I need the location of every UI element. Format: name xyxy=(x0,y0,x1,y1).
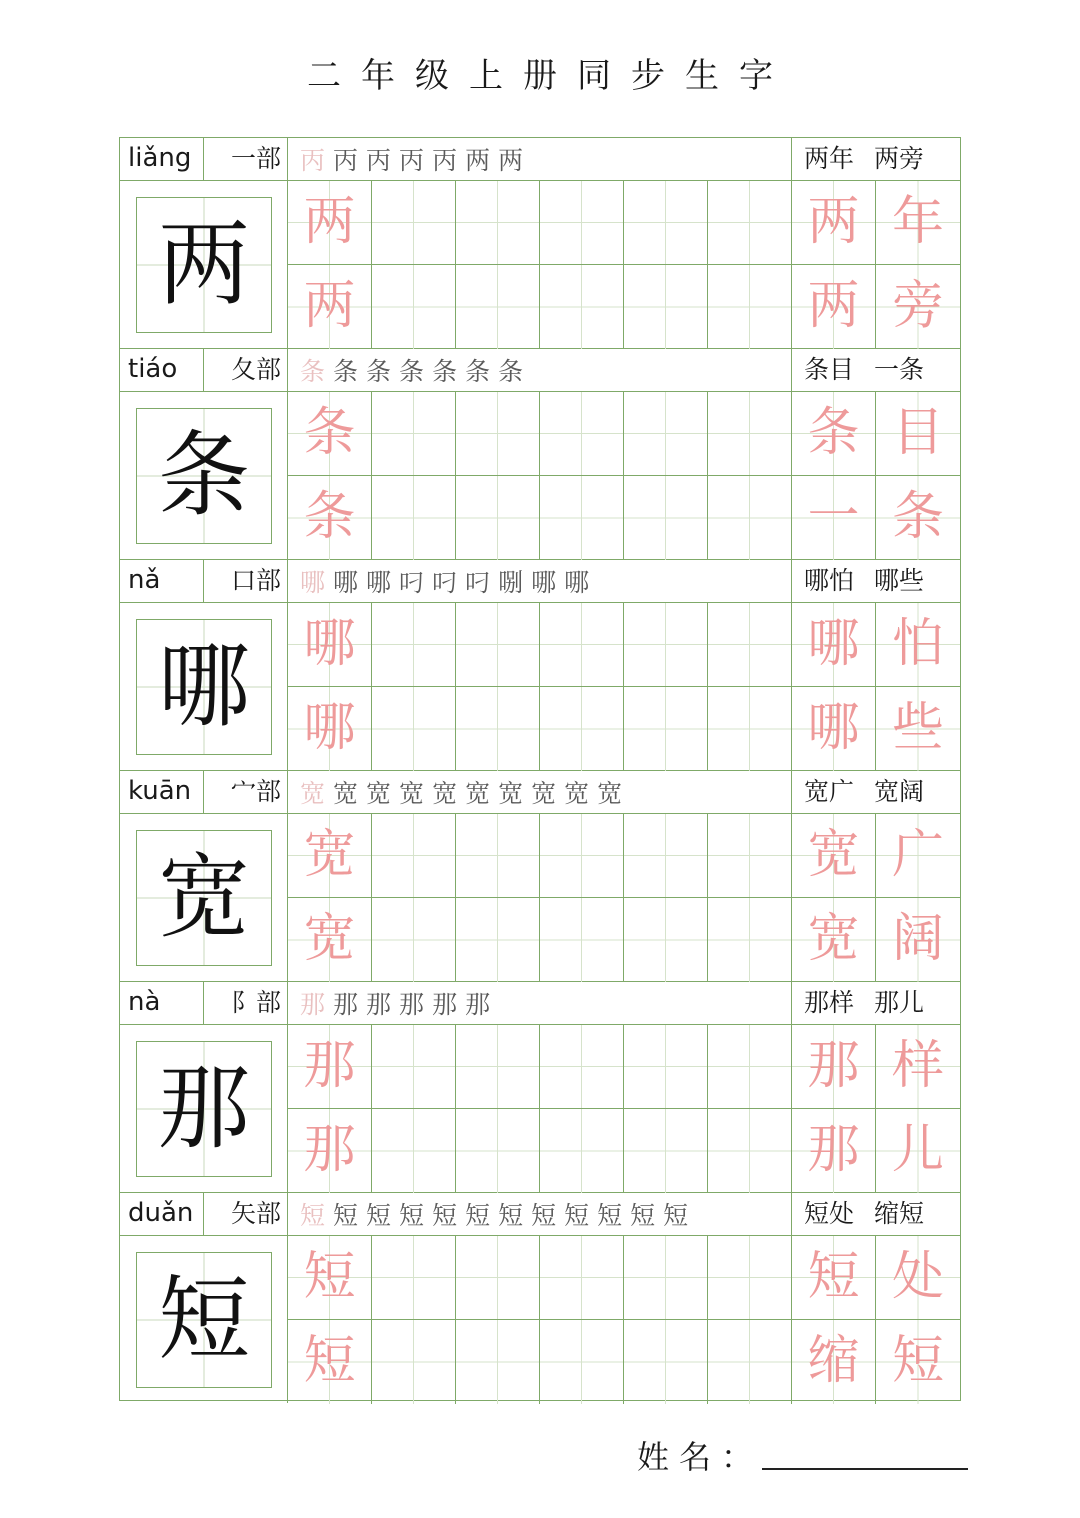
char-header-row xyxy=(120,560,960,603)
stroke-step: 宽 xyxy=(498,779,524,808)
stroke-step: 丙 xyxy=(333,146,359,175)
trace-char: 短 xyxy=(303,1331,356,1391)
writing-cell[interactable] xyxy=(456,603,540,687)
example-word: 那样 xyxy=(804,988,855,1017)
example-word: 两旁 xyxy=(874,144,925,173)
writing-cell[interactable] xyxy=(288,265,372,349)
writing-cell[interactable] xyxy=(288,687,372,771)
writing-cell[interactable] xyxy=(708,1236,792,1320)
pinyin-label: liǎng xyxy=(120,138,204,180)
stroke-order xyxy=(288,982,792,1024)
stroke-step: 那 xyxy=(366,990,392,1019)
writing-cell[interactable] xyxy=(708,181,792,265)
practice-grid xyxy=(288,1025,960,1193)
writing-cell[interactable] xyxy=(372,1320,456,1404)
writing-cell[interactable] xyxy=(624,1025,708,1109)
trace-char: 条 xyxy=(807,403,860,463)
trace-char: 旁 xyxy=(891,276,944,336)
stroke-step: 宽 xyxy=(399,779,425,808)
trace-char: 些 xyxy=(891,698,944,758)
writing-cell[interactable] xyxy=(540,392,624,476)
stroke-step: 那 xyxy=(333,990,359,1019)
writing-cell[interactable] xyxy=(456,265,540,349)
writing-cell[interactable] xyxy=(456,392,540,476)
stroke-step: 叼 xyxy=(399,568,425,597)
example-words xyxy=(792,349,960,391)
writing-cell[interactable] xyxy=(624,392,708,476)
writing-cell[interactable] xyxy=(540,687,624,771)
stroke-step: 叼 xyxy=(432,568,458,597)
writing-cell[interactable] xyxy=(288,181,372,265)
practice-grid xyxy=(288,814,960,982)
stroke-step: 短 xyxy=(564,1201,590,1230)
writing-cell[interactable] xyxy=(708,1320,792,1404)
stroke-step: 短 xyxy=(432,1201,458,1230)
writing-cell[interactable] xyxy=(540,1025,624,1109)
name-input-line[interactable] xyxy=(762,1468,968,1470)
stroke-step: 短 xyxy=(630,1201,656,1230)
writing-cell[interactable] xyxy=(792,814,876,898)
char-block xyxy=(120,560,960,771)
trace-char: 广 xyxy=(891,825,944,885)
char-practice-area xyxy=(120,603,960,771)
model-char-cell xyxy=(120,814,288,981)
trace-char: 哪 xyxy=(807,698,860,758)
trace-char: 阔 xyxy=(891,909,944,969)
model-char: 那 xyxy=(157,1055,250,1162)
writing-cell[interactable] xyxy=(876,1236,960,1320)
example-word: 条目 xyxy=(804,355,855,384)
writing-cell[interactable] xyxy=(456,476,540,560)
stroke-step: 叼 xyxy=(465,568,491,597)
writing-cell[interactable] xyxy=(456,814,540,898)
example-word: 宽广 xyxy=(804,777,855,806)
writing-cell[interactable] xyxy=(372,265,456,349)
writing-cell[interactable] xyxy=(708,265,792,349)
example-word: 一条 xyxy=(874,355,925,384)
trace-char: 样 xyxy=(891,1036,944,1096)
writing-cell[interactable] xyxy=(540,898,624,982)
stroke-step: 宽 xyxy=(432,779,458,808)
page-title: 二年级上册同步生字 xyxy=(307,56,793,96)
stroke-step: 那 xyxy=(399,990,425,1019)
writing-cell[interactable] xyxy=(792,898,876,982)
char-header-row xyxy=(120,1193,960,1236)
example-word: 短处 xyxy=(804,1199,855,1228)
trace-char: 目 xyxy=(891,403,944,463)
stroke-step: 条 xyxy=(465,357,491,386)
stroke-step: 哵 xyxy=(498,568,524,597)
model-char-cell xyxy=(120,1236,288,1403)
example-words xyxy=(792,560,960,602)
writing-cell[interactable] xyxy=(876,898,960,982)
stroke-step: 条 xyxy=(366,357,392,386)
radical-label: 一部 xyxy=(204,138,288,180)
stroke-step: 短 xyxy=(366,1201,392,1230)
stroke-step: 条 xyxy=(432,357,458,386)
stroke-step: 两 xyxy=(465,146,491,175)
name-label: 姓名： xyxy=(637,1438,764,1476)
stroke-step: 短 xyxy=(399,1201,425,1230)
writing-cell[interactable] xyxy=(876,181,960,265)
model-char-box xyxy=(136,197,272,333)
stroke-step: 短 xyxy=(597,1201,623,1230)
trace-char: 宽 xyxy=(303,909,356,969)
model-char-cell xyxy=(120,181,288,348)
writing-cell[interactable] xyxy=(708,1109,792,1193)
writing-cell[interactable] xyxy=(876,687,960,771)
writing-cell[interactable] xyxy=(624,814,708,898)
stroke-step: 哪 xyxy=(300,568,326,597)
writing-cell[interactable] xyxy=(708,476,792,560)
writing-cell[interactable] xyxy=(288,814,372,898)
writing-cell[interactable] xyxy=(540,603,624,687)
char-practice-area xyxy=(120,1236,960,1404)
writing-cell[interactable] xyxy=(456,1025,540,1109)
trace-char: 宽 xyxy=(807,825,860,885)
writing-cell[interactable] xyxy=(540,1109,624,1193)
char-practice-area xyxy=(120,181,960,349)
model-char: 短 xyxy=(157,1266,250,1373)
writing-cell[interactable] xyxy=(792,1236,876,1320)
trace-char: 缩 xyxy=(807,1331,860,1391)
writing-cell[interactable] xyxy=(372,181,456,265)
model-char: 哪 xyxy=(157,633,250,740)
stroke-step: 条 xyxy=(399,357,425,386)
char-block xyxy=(120,349,960,560)
writing-cell[interactable] xyxy=(624,476,708,560)
trace-char: 一 xyxy=(807,487,860,547)
char-practice-area xyxy=(120,814,960,982)
writing-cell[interactable] xyxy=(540,476,624,560)
writing-cell[interactable] xyxy=(624,1236,708,1320)
trace-char: 宽 xyxy=(303,825,356,885)
writing-cell[interactable] xyxy=(288,603,372,687)
example-words xyxy=(792,1193,960,1235)
writing-cell[interactable] xyxy=(792,1320,876,1404)
writing-cell[interactable] xyxy=(456,1236,540,1320)
trace-char: 怕 xyxy=(891,614,944,674)
stroke-step: 短 xyxy=(300,1201,326,1230)
writing-cell[interactable] xyxy=(792,265,876,349)
radical-label: 夂部 xyxy=(204,349,288,391)
writing-cell[interactable] xyxy=(540,1236,624,1320)
writing-cell[interactable] xyxy=(372,476,456,560)
writing-cell[interactable] xyxy=(792,1025,876,1109)
trace-char: 短 xyxy=(807,1247,860,1307)
writing-cell[interactable] xyxy=(624,265,708,349)
writing-cell[interactable] xyxy=(372,898,456,982)
stroke-step: 丙 xyxy=(366,146,392,175)
writing-cell[interactable] xyxy=(708,687,792,771)
writing-cell[interactable] xyxy=(372,603,456,687)
writing-cell[interactable] xyxy=(876,1109,960,1193)
trace-char: 短 xyxy=(303,1247,356,1307)
model-char: 宽 xyxy=(157,844,250,951)
char-block xyxy=(120,982,960,1193)
writing-cell[interactable] xyxy=(876,814,960,898)
stroke-step: 短 xyxy=(498,1201,524,1230)
stroke-step: 条 xyxy=(300,357,326,386)
trace-char: 短 xyxy=(891,1331,944,1391)
model-char-cell xyxy=(120,392,288,559)
writing-cell[interactable] xyxy=(708,814,792,898)
char-block xyxy=(120,138,960,349)
example-word: 那儿 xyxy=(874,988,925,1017)
writing-cell[interactable] xyxy=(624,1320,708,1404)
stroke-step: 短 xyxy=(465,1201,491,1230)
writing-cell[interactable] xyxy=(372,1025,456,1109)
stroke-step: 丙 xyxy=(399,146,425,175)
writing-cell[interactable] xyxy=(792,603,876,687)
practice-grid xyxy=(288,181,960,349)
stroke-step: 宽 xyxy=(300,779,326,808)
stroke-step: 短 xyxy=(531,1201,557,1230)
radical-label: 阝部 xyxy=(204,982,288,1024)
writing-cell[interactable] xyxy=(708,1025,792,1109)
writing-cell[interactable] xyxy=(288,476,372,560)
trace-char: 哪 xyxy=(303,614,356,674)
trace-char: 哪 xyxy=(303,698,356,758)
model-char-box xyxy=(136,830,272,966)
writing-cell[interactable] xyxy=(792,687,876,771)
trace-char: 那 xyxy=(807,1036,860,1096)
trace-char: 两 xyxy=(807,192,860,252)
writing-cell[interactable] xyxy=(708,603,792,687)
writing-cell[interactable] xyxy=(624,1109,708,1193)
writing-cell[interactable] xyxy=(372,687,456,771)
model-char-cell xyxy=(120,1025,288,1192)
writing-cell[interactable] xyxy=(624,687,708,771)
writing-cell[interactable] xyxy=(792,476,876,560)
model-char-cell xyxy=(120,603,288,770)
writing-cell[interactable] xyxy=(288,1109,372,1193)
writing-cell[interactable] xyxy=(456,1109,540,1193)
writing-cell[interactable] xyxy=(540,265,624,349)
model-char-box xyxy=(136,1041,272,1177)
pinyin-label: nǎ xyxy=(120,560,204,602)
model-char-box xyxy=(136,408,272,544)
writing-cell[interactable] xyxy=(876,476,960,560)
stroke-order xyxy=(288,771,792,813)
stroke-step: 宽 xyxy=(465,779,491,808)
stroke-step: 宽 xyxy=(597,779,623,808)
stroke-step: 哪 xyxy=(564,568,590,597)
trace-char: 那 xyxy=(303,1036,356,1096)
stroke-order xyxy=(288,1193,792,1235)
writing-cell[interactable] xyxy=(876,392,960,476)
trace-char: 条 xyxy=(303,487,356,547)
char-block xyxy=(120,1193,960,1404)
practice-grid xyxy=(288,603,960,771)
stroke-order xyxy=(288,349,792,391)
writing-cell[interactable] xyxy=(540,814,624,898)
writing-cell[interactable] xyxy=(708,898,792,982)
stroke-step: 哪 xyxy=(366,568,392,597)
trace-char: 年 xyxy=(891,192,944,252)
example-word: 缩短 xyxy=(874,1199,925,1228)
writing-cell[interactable] xyxy=(540,1320,624,1404)
example-word: 哪些 xyxy=(874,566,925,595)
writing-cell[interactable] xyxy=(288,1236,372,1320)
trace-char: 儿 xyxy=(891,1120,944,1180)
char-practice-area xyxy=(120,392,960,560)
char-header-row xyxy=(120,349,960,392)
example-word: 宽阔 xyxy=(874,777,925,806)
writing-cell[interactable] xyxy=(876,1320,960,1404)
practice-grid xyxy=(288,1236,960,1404)
example-word: 两年 xyxy=(804,144,855,173)
trace-char: 哪 xyxy=(807,614,860,674)
pinyin-label: nà xyxy=(120,982,204,1024)
trace-char: 两 xyxy=(807,276,860,336)
stroke-step: 那 xyxy=(300,990,326,1019)
stroke-step: 条 xyxy=(333,357,359,386)
trace-char: 条 xyxy=(891,487,944,547)
writing-cell[interactable] xyxy=(624,181,708,265)
stroke-order xyxy=(288,560,792,602)
stroke-step: 宽 xyxy=(564,779,590,808)
writing-cell[interactable] xyxy=(456,1320,540,1404)
model-char-box xyxy=(136,619,272,755)
writing-cell[interactable] xyxy=(288,392,372,476)
trace-char: 条 xyxy=(303,403,356,463)
char-block xyxy=(120,771,960,982)
writing-cell[interactable] xyxy=(288,1320,372,1404)
writing-cell[interactable] xyxy=(876,1025,960,1109)
trace-char: 两 xyxy=(303,276,356,336)
practice-grid xyxy=(288,392,960,560)
writing-cell[interactable] xyxy=(876,603,960,687)
writing-cell[interactable] xyxy=(708,392,792,476)
example-words xyxy=(792,138,960,180)
writing-cell[interactable] xyxy=(288,898,372,982)
stroke-step: 短 xyxy=(333,1201,359,1230)
writing-cell[interactable] xyxy=(792,181,876,265)
writing-cell[interactable] xyxy=(372,1236,456,1320)
writing-cell[interactable] xyxy=(624,898,708,982)
trace-char: 那 xyxy=(807,1120,860,1180)
radical-label: 宀部 xyxy=(204,771,288,813)
stroke-step: 两 xyxy=(498,146,524,175)
char-practice-area xyxy=(120,1025,960,1193)
model-char: 两 xyxy=(157,211,250,318)
trace-char: 两 xyxy=(303,192,356,252)
trace-char: 处 xyxy=(891,1247,944,1307)
char-header-row xyxy=(120,982,960,1025)
writing-cell[interactable] xyxy=(288,1025,372,1109)
stroke-step: 丙 xyxy=(300,146,326,175)
stroke-step: 哪 xyxy=(531,568,557,597)
model-char-box xyxy=(136,1252,272,1388)
writing-cell[interactable] xyxy=(792,392,876,476)
example-words xyxy=(792,982,960,1024)
practice-sheet xyxy=(119,137,961,1401)
trace-char: 宽 xyxy=(807,909,860,969)
stroke-step: 条 xyxy=(498,357,524,386)
stroke-step: 哪 xyxy=(333,568,359,597)
writing-cell[interactable] xyxy=(456,687,540,771)
writing-cell[interactable] xyxy=(624,603,708,687)
pinyin-label: kuān xyxy=(120,771,204,813)
stroke-step: 那 xyxy=(432,990,458,1019)
pinyin-label: duǎn xyxy=(120,1193,204,1235)
trace-char: 那 xyxy=(303,1120,356,1180)
example-word: 哪怕 xyxy=(804,566,855,595)
writing-cell[interactable] xyxy=(372,392,456,476)
writing-cell[interactable] xyxy=(372,814,456,898)
model-char: 条 xyxy=(157,422,250,529)
char-header-row xyxy=(120,138,960,181)
pinyin-label: tiáo xyxy=(120,349,204,391)
writing-cell[interactable] xyxy=(540,181,624,265)
stroke-step: 那 xyxy=(465,990,491,1019)
stroke-step: 宽 xyxy=(531,779,557,808)
stroke-step: 丙 xyxy=(432,146,458,175)
radical-label: 口部 xyxy=(204,560,288,602)
char-header-row xyxy=(120,771,960,814)
stroke-step: 宽 xyxy=(333,779,359,808)
writing-cell[interactable] xyxy=(456,181,540,265)
stroke-step: 宽 xyxy=(366,779,392,808)
radical-label: 矢部 xyxy=(204,1193,288,1235)
writing-cell[interactable] xyxy=(456,898,540,982)
writing-cell[interactable] xyxy=(792,1109,876,1193)
stroke-order xyxy=(288,138,792,180)
stroke-step: 短 xyxy=(663,1201,689,1230)
writing-cell[interactable] xyxy=(372,1109,456,1193)
writing-cell[interactable] xyxy=(876,265,960,349)
example-words xyxy=(792,771,960,813)
